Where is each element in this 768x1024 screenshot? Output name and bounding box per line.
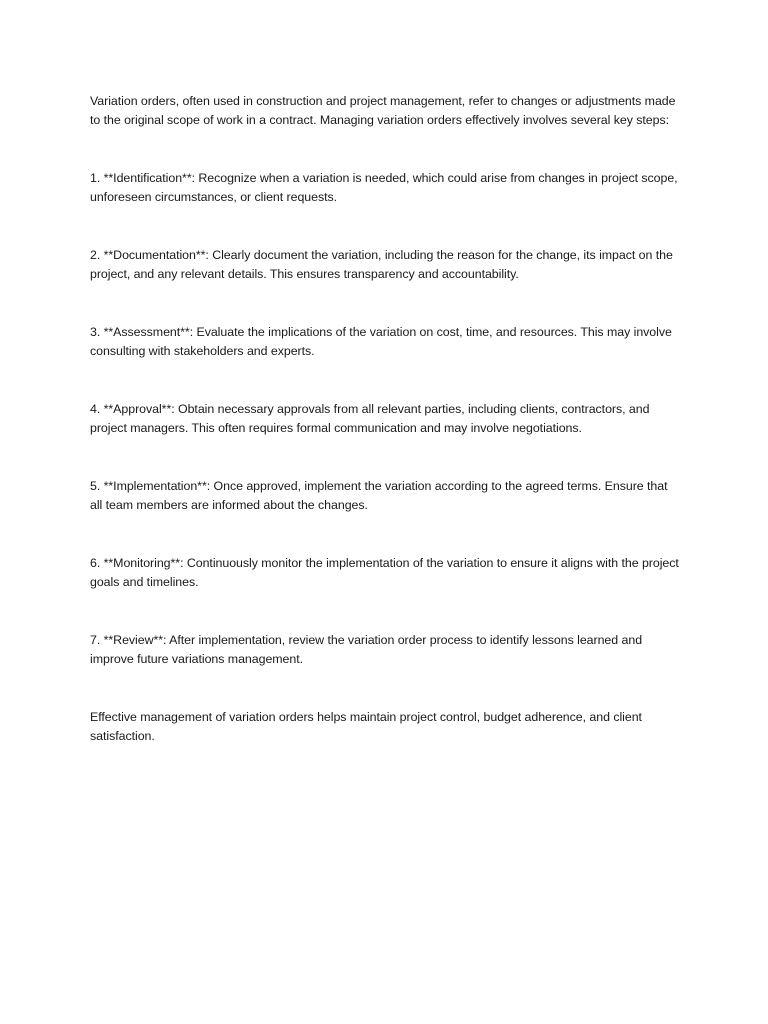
document-body [90,92,680,785]
step-implementation: 5. **Implementation**: Once approved, implement the variation according to the agreed terms. Ensure that all team members are informed about the changes. [90,479,668,512]
conclusion-paragraph: Effective management of variation orders helps maintain project control, budget adherence, and client satisfaction. [90,710,642,743]
step-identification: 1. **Identification**: Recognize when a variation is needed, which could arise from changes in project scope, unforeseen circumstances, or client requests. [90,171,678,204]
step-approval: 4. **Approval**: Obtain necessary approvals from all relevant parties, including clients, contractors, and project managers. This often requires formal communication and may involve negotiations. [90,402,650,435]
step-monitoring: 6. **Monitoring**: Continuously monitor the implementation of the variation to ensure it aligns with the project goals and timelines. [90,556,679,589]
step-assessment: 3. **Assessment**: Evaluate the implications of the variation on cost, time, and resources. This may involve consulting with stakeholders and experts. [90,325,672,358]
step-review: 7. **Review**: After implementation, review the variation order process to identify lessons learned and improve future variations management. [90,633,643,666]
intro-paragraph: Variation orders, often used in construction and project management, refer to changes or adjustments made to the original scope of work in a contract. Managing variation orders effectively involves several key steps: [90,94,676,127]
step-documentation: 2. **Documentation**: Clearly document the variation, including the reason for the change, its impact on the project, and any relevant details. This ensures transparency and accountability. [90,248,673,281]
